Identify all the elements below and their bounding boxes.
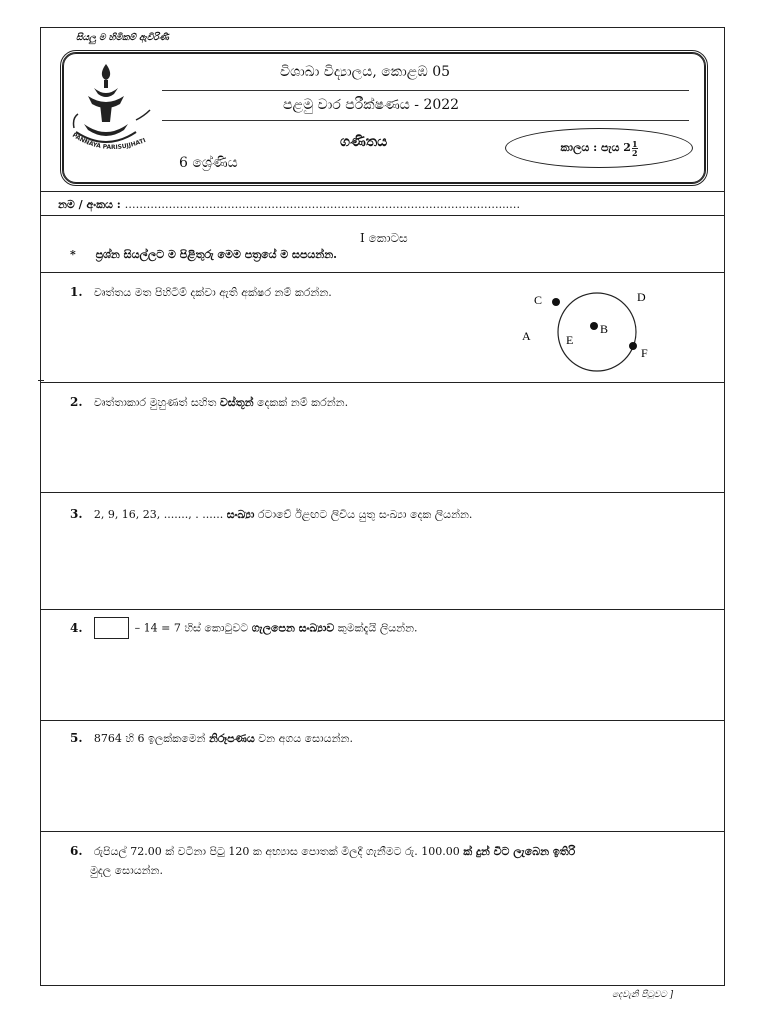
instruction-star: * [70,248,76,261]
circle-outline [558,293,636,371]
question-number: 2. [70,395,83,409]
subject-title: ගණිතය [340,134,388,150]
label-e: E [566,333,574,347]
question-1 [70,285,332,300]
time-label: කාලය : පැය 2 [560,141,631,154]
question-number: 4. [70,620,83,635]
divider [40,272,725,273]
label-a: A [522,329,531,343]
question-text: 8764 හි 6 ඉලක්කමෙන් නිරූපණය වන අගය සොයන්න. [93,732,353,745]
question-6 [70,842,710,880]
logo-motto: PAÑÑAYA PARISUJJHATI [70,131,147,152]
question-text: වෘත්තය මත පිහිටීම් දක්වා ඇති අක්ෂර නම් කරන්න. [93,286,332,299]
fraction-denominator: 2 [631,147,638,158]
circle-diagram [510,282,670,382]
label-d: D [637,290,646,304]
next-page-note: දෙවැනි පිටුවට ] [612,990,674,1000]
divider [40,215,725,216]
grade-label: 6 ශ්‍රේණිය [179,155,238,171]
label-f: F [641,346,648,360]
divider [40,492,725,493]
time-badge [505,128,693,168]
question-text-cont: මුදල සොයන්න. [90,864,163,877]
section-title: I කොටස [360,231,408,245]
divider [40,831,725,832]
name-label: නම / අංකය : [58,198,121,211]
divider [40,191,725,192]
question-5 [70,731,353,746]
exam-name: පළමු වාර පරීක්ෂණය - 2022 [283,97,460,113]
question-number: 6. [70,844,83,858]
instruction [70,248,337,262]
point-f [629,342,637,350]
divider [40,382,725,383]
label-c: C [534,293,543,307]
question-2 [70,395,348,410]
question-text: රුපියල් 72.00 ක් වටිනා පිටු 120 ක අභ්‍යාස පොතක් මිලදී ගැනීමට රු. 100.00 ක් දුන් විට ලැබෙන ඉතිරි [93,845,576,858]
divider [40,720,725,721]
copyright-notice: සියලු ම හිමිකම් ඇවිරිණි [76,33,169,43]
label-b: B [600,322,609,336]
fraction-numerator: 1 [631,138,638,149]
answer-box[interactable] [94,617,129,639]
question-text: – 14 = 7 හිස් කොටුවට ගැලපෙන සංඛ්‍යාව කුමක්දැයි ලියන්න. [134,621,418,635]
header-rule [162,120,689,121]
oil-lamp-icon [70,58,162,154]
divider [40,609,725,610]
point-b [590,322,598,330]
time-fraction [632,140,638,157]
question-text: වෘත්තාකාර මුහුණත් සහිත වස්තූන් දෙකක් නම් කරන්න. [93,396,349,409]
name-input-line[interactable]: …………………………………………………………………………………………...… [124,198,521,211]
school-name: විශාඛා විද්‍යාලය, කොළඹ 05 [280,64,451,80]
question-text: 2, 9, 16, 23, ......., . ...... සංඛ්‍යා රටාවේ ඊළඟට ලිවිය යුතු සංඛ්‍යා දෙක ලියන්න. [93,508,473,521]
question-number: 5. [70,731,83,745]
edge-mark [38,380,44,381]
question-3 [70,507,472,522]
name-row [58,198,520,212]
question-4 [70,617,418,639]
point-c [552,298,560,306]
header-rule [162,90,689,91]
instruction-text: ප්‍රශ්න සියල්ලට ම පිළිතුරු මෙම පත්‍රයේ ම සපයන්න. [95,248,338,261]
question-number: 1. [70,285,83,299]
question-number: 3. [70,507,83,521]
